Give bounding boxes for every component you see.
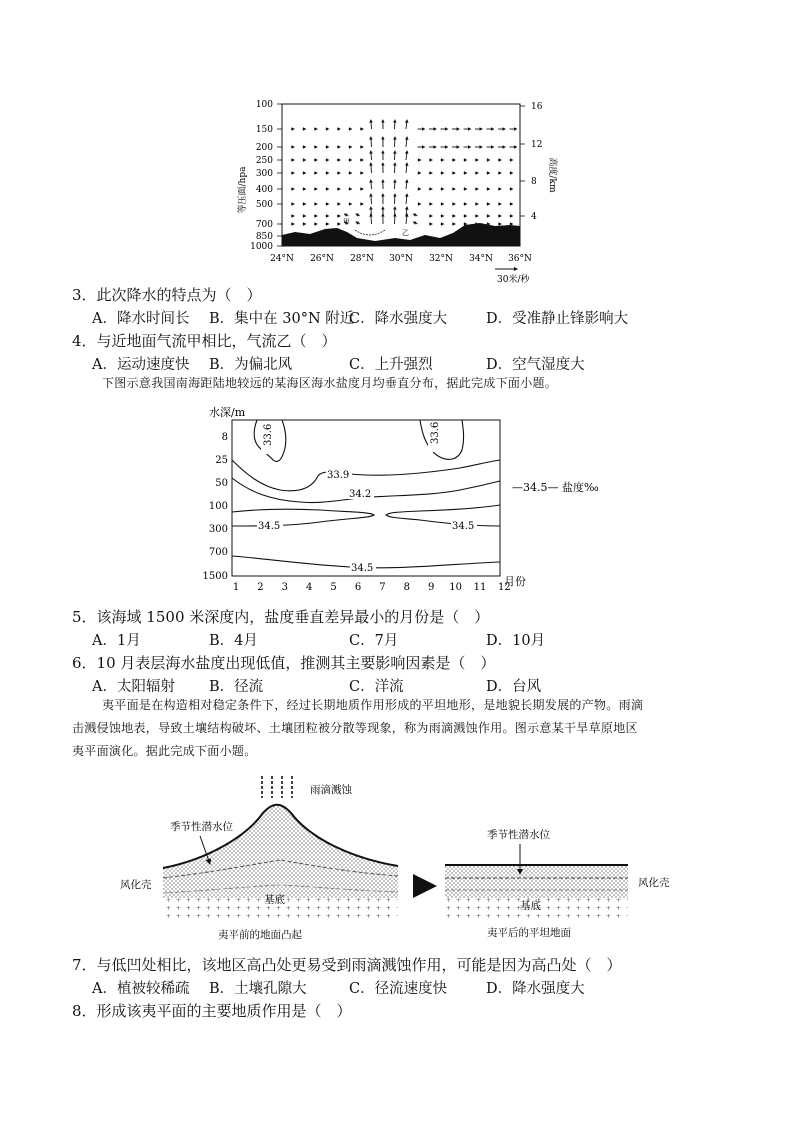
q3-option-c[interactable]: C．降水强度大 — [349, 311, 448, 327]
contour-label: 34.5 — [452, 521, 475, 532]
pressure-tick: 1000 — [250, 242, 273, 252]
depth-tick: 700 — [208, 547, 228, 558]
lat-tick: 36°N — [508, 254, 532, 264]
contour-34.5-upper-right — [386, 505, 500, 526]
contour-33.9 — [232, 460, 500, 491]
q3-option-a[interactable]: A．降水时间长 — [92, 311, 190, 327]
month-tick: 12 — [498, 582, 511, 593]
month-tick: 2 — [257, 582, 264, 593]
q3-option-d[interactable]: D．受准静止锋影响大 — [486, 311, 629, 327]
q6-option-c[interactable]: C．洋流 — [349, 679, 404, 695]
question-7-stem: 7．与低凹处相比，该地区高凸处更易受到雨滴溅蚀作用，可能是因为高凸处（ ） — [72, 956, 622, 974]
bedrock-label-left: 基底 — [264, 894, 285, 906]
raindrop-icon — [262, 776, 292, 798]
lat-tick: 28°N — [350, 254, 374, 264]
q7-option-b[interactable]: B．土壤孔隙大 — [209, 981, 307, 997]
caption-before: 夷平前的地面凸起 — [218, 929, 302, 941]
contour-label: 33.9 — [327, 470, 350, 481]
depth-tick: 50 — [215, 478, 228, 489]
q7-option-c[interactable]: C．径流速度快 — [349, 981, 448, 997]
month-axis-label: 月份 — [504, 575, 526, 588]
q4-option-d[interactable]: D．空气湿度大 — [486, 357, 585, 373]
pressure-tick: 400 — [255, 185, 273, 195]
question-5-stem: 5．该海域 1500 米深度内，盐度垂直差异最小的月份是（ ） — [72, 608, 490, 626]
depth-tick: 8 — [221, 432, 228, 443]
wind-vectors — [291, 120, 517, 224]
q4-option-a[interactable]: A．运动速度快 — [92, 357, 190, 373]
terrain-silhouette — [282, 223, 520, 246]
airflow-yi-label: 乙 — [402, 229, 409, 237]
q4-option-c[interactable]: C．上升强烈 — [349, 357, 433, 373]
lat-tick: 26°N — [310, 254, 334, 264]
rain-splash-label: 雨滴溅蚀 — [310, 784, 352, 796]
pressure-tick: 100 — [255, 100, 273, 110]
wind-scale-label: 30米/秒 — [497, 275, 530, 285]
wind-vector — [406, 194, 407, 204]
wind-vector — [345, 214, 349, 216]
depth-tick: 300 — [208, 524, 228, 535]
wind-vector — [371, 120, 372, 129]
question-4-stem: 4．与近地面气流甲相比，气流乙（ ） — [72, 332, 337, 350]
flat-weathered-layer — [445, 865, 628, 898]
month-tick: 9 — [428, 582, 435, 593]
pressure-tick: 700 — [255, 220, 273, 230]
depth-tick: 1500 — [202, 571, 228, 582]
q4-option-b[interactable]: B．为偏北风 — [209, 357, 293, 373]
planation-figure — [115, 768, 695, 948]
contour-34.5-upper-left — [232, 509, 374, 526]
month-tick: 7 — [379, 582, 386, 593]
depth-tick: 100 — [208, 501, 228, 512]
month-tick: 1 — [232, 582, 240, 593]
wind-vector — [406, 180, 407, 189]
wind-vector — [371, 180, 372, 189]
wind-vector — [406, 137, 407, 147]
q5-option-d[interactable]: D．10月 — [486, 633, 546, 649]
intro-planation-line3: 夷平面演化。据此完成下面小题。 — [72, 744, 257, 758]
caption-after: 夷平后的平坦地面 — [487, 927, 571, 939]
wind-vector — [356, 214, 360, 216]
wind-vector — [371, 151, 372, 160]
intro-planation-line1: 夷平面是在构造相对稳定条件下，经过长期地质作用形成的平坦地形，是地貌长期发展的产物。雨滴 — [102, 698, 644, 712]
water-level-label-left: 季节性潜水位 — [170, 821, 233, 833]
pressure-tick: 200 — [255, 143, 273, 153]
wind-vector — [356, 222, 360, 224]
weathering-crust-label-right: 风化壳 — [638, 877, 670, 889]
q6-option-d[interactable]: D．台风 — [486, 679, 542, 695]
contour-label: 33.6 — [263, 423, 274, 446]
lat-tick: 34°N — [469, 254, 493, 264]
wind-vector — [371, 194, 372, 204]
q6-option-a[interactable]: A．太阳辐射 — [92, 679, 175, 695]
pressure-tick: 850 — [255, 232, 273, 242]
q5-option-a[interactable]: A．1月 — [92, 633, 141, 649]
intro-salinity: 下图示意我国南海距陆地较远的某海区海水盐度月均垂直分布，据此完成下面小题。 — [102, 376, 558, 390]
weathered-mound — [163, 805, 398, 898]
lat-tick: 32°N — [429, 254, 453, 264]
q6-option-b[interactable]: B．径流 — [209, 679, 264, 695]
contour-label: 33.6 — [430, 421, 441, 444]
salinity-legend: —34.5— 盐度‰ — [512, 481, 599, 494]
pressure-tick: 150 — [255, 125, 273, 135]
depth-tick: 25 — [215, 455, 228, 466]
wind-vector — [371, 163, 372, 173]
q5-option-c[interactable]: C．7月 — [349, 633, 399, 649]
question-3-stem: 3．此次降水的特点为（ ） — [72, 286, 262, 304]
intro-planation-line2: 击溅侵蚀地表，导致土壤结构破坏、土壤团粒被分散等现象，称为雨滴溅蚀作用。图示意某干旱草原地区 — [72, 721, 638, 735]
height-tick: 4 — [531, 212, 537, 222]
lat-tick: 30°N — [389, 254, 413, 264]
wind-vector — [371, 137, 372, 147]
month-tick: 8 — [403, 582, 410, 593]
wind-vector — [406, 163, 407, 173]
weathering-crust-label-left: 风化壳 — [120, 879, 152, 891]
depth-axis-label: 水深/m — [209, 406, 246, 419]
q3-option-b[interactable]: B．集中在 30°N 附近 — [209, 311, 355, 327]
question-6-stem: 6．10 月表层海水盐度出现低值，推测其主要影响因素是（ ） — [72, 654, 496, 672]
month-tick: 5 — [330, 582, 337, 593]
pressure-tick: 500 — [255, 200, 273, 210]
month-tick: 11 — [473, 582, 487, 593]
pressure-tick: 300 — [255, 169, 273, 179]
month-tick: 6 — [354, 582, 362, 593]
lat-tick: 24°N — [270, 254, 294, 264]
wind-vector — [414, 222, 418, 224]
airflow-jia-label: 甲 — [343, 218, 350, 226]
contour-label: 34.2 — [349, 489, 372, 500]
height-tick: 8 — [531, 177, 537, 187]
pressure-tick: 250 — [255, 156, 273, 166]
contour-label: 34.5 — [258, 521, 281, 532]
question-8-stem: 8．形成该夷平面的主要地质作用是（ ） — [72, 1002, 352, 1020]
month-tick: 3 — [281, 582, 288, 593]
contour-label: 34.5 — [351, 563, 374, 574]
q7-option-a[interactable]: A．植被较稀疏 — [92, 981, 190, 997]
wind-vector — [406, 151, 407, 160]
wind-vector — [414, 214, 418, 216]
bedrock-label-right: 基底 — [520, 900, 541, 912]
height-axis-label: 高度/km — [547, 157, 557, 193]
height-tick: 12 — [531, 140, 543, 150]
pressure-axis-label: 等压面/hpa — [238, 166, 248, 214]
salinity-contour-figure — [200, 398, 600, 596]
q7-option-d[interactable]: D．降水强度大 — [486, 981, 585, 997]
month-tick: 10 — [449, 582, 462, 593]
month-tick: 4 — [306, 582, 313, 593]
q5-option-b[interactable]: B．4月 — [209, 633, 258, 649]
water-level-label-right: 季节性潜水位 — [487, 829, 550, 841]
height-tick: 16 — [531, 102, 543, 112]
wind-cross-section-figure — [225, 95, 565, 287]
wind-vector — [406, 120, 407, 129]
